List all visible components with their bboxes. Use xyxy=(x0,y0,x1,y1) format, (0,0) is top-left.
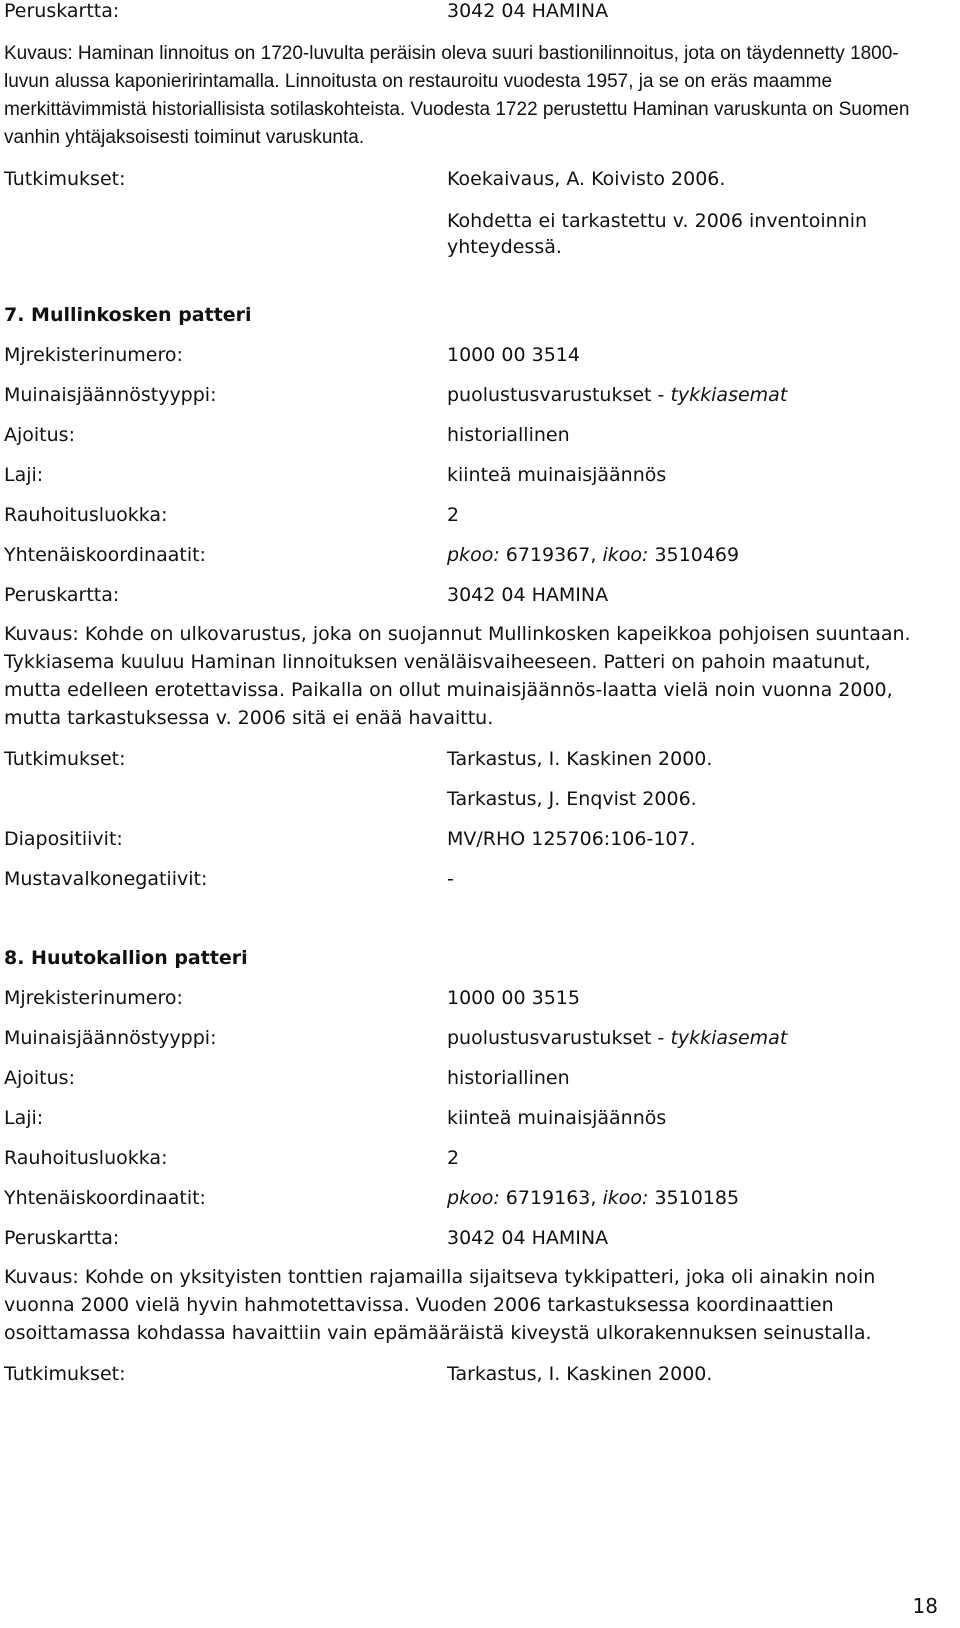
section-heading-site-7: 7. Mullinkosken patteri xyxy=(4,304,252,326)
field-label: Laji: xyxy=(4,1107,44,1129)
field-label: Tutkimukset: xyxy=(4,748,126,770)
field-label: Peruskartta: xyxy=(4,0,120,22)
site7-dia-row xyxy=(4,828,924,851)
site7-tutk-row-2 xyxy=(4,788,924,811)
site7-mjrek-row xyxy=(4,344,924,367)
site8-tyyppi-row xyxy=(4,1027,924,1050)
site8-mjrek-row xyxy=(4,987,924,1010)
coord-i-label: ikoo: xyxy=(602,1187,649,1209)
coord-p-label: pkoo: xyxy=(447,544,500,566)
document-page xyxy=(4,0,924,1386)
field-label: Yhtenäiskoordinaatit: xyxy=(4,544,206,566)
field-label: Rauhoitusluokka: xyxy=(4,1147,168,1169)
site8-koord-row xyxy=(4,1187,924,1210)
site8-laji-row xyxy=(4,1107,924,1130)
field-value: kiinteä muinaisjäännös xyxy=(447,1107,667,1129)
field-value: 3042 04 HAMINA xyxy=(447,584,609,606)
field-label: Peruskartta: xyxy=(4,1227,120,1249)
site7-perus-row xyxy=(4,584,924,607)
field-value: MV/RHO 125706:106-107. xyxy=(447,828,696,850)
site8-rauho-row xyxy=(4,1147,924,1170)
field-value xyxy=(447,544,924,567)
site7-rauho-row xyxy=(4,504,924,527)
page-number: 18 xyxy=(912,1594,938,1618)
site7-koord-row xyxy=(4,544,924,567)
field-label: Mjrekisterinumero: xyxy=(4,344,183,366)
field-label: Peruskartta: xyxy=(4,584,120,606)
site8-tutk-row xyxy=(4,1363,924,1386)
coord-i-value: 3510185 xyxy=(654,1187,740,1209)
field-value: 2 xyxy=(447,504,460,526)
field-value: Tarkastus, I. Kaskinen 2000. xyxy=(447,748,713,770)
coord-i-label: ikoo: xyxy=(602,544,649,566)
coord-p-label: pkoo: xyxy=(447,1187,500,1209)
coord-p-value: 6719367, xyxy=(505,544,597,566)
field-value: 1000 00 3514 xyxy=(447,344,580,366)
site7-tutk-row xyxy=(4,748,924,771)
intro-tutkimukset-row xyxy=(4,168,924,191)
site7-musta-row xyxy=(4,868,924,891)
field-value: - xyxy=(447,868,454,890)
field-value xyxy=(447,1027,924,1050)
field-value: Tarkastus, J. Enqvist 2006. xyxy=(447,788,697,810)
field-label: Tutkimukset: xyxy=(4,1363,126,1385)
field-value: Tarkastus, I. Kaskinen 2000. xyxy=(447,1363,713,1385)
coord-i-value: 3510469 xyxy=(654,544,740,566)
field-label: Ajoitus: xyxy=(4,424,75,446)
field-value xyxy=(447,1187,924,1210)
field-label: Muinaisjäännöstyyppi: xyxy=(4,1027,217,1049)
field-value: 2 xyxy=(447,1147,460,1169)
field-value: Koekaivaus, A. Koivisto 2006. xyxy=(447,168,726,190)
field-label: Yhtenäiskoordinaatit: xyxy=(4,1187,206,1209)
type-main: puolustusvarustukset - xyxy=(447,1027,671,1049)
type-main: puolustusvarustukset - xyxy=(447,384,671,406)
field-value: 1000 00 3515 xyxy=(447,987,580,1009)
site8-description: Kuvaus: Kohde on yksityisten tonttien rajamailla sijaitseva tykkipatteri, joka oli ainakin noin vuonna 2000 vielä hyvin hahmotettavissa. Vuoden 2006 tarkastuksessa koordinaattien osoittamassa kohdassa havaittiin vain epämääräistä kiveystä ulkorakennuksen seinustalla. xyxy=(4,1266,876,1344)
site8-ajoitus-row xyxy=(4,1067,924,1090)
field-value xyxy=(447,384,924,407)
field-value: Kohdetta ei tarkastettu v. 2006 inventoinnin yhteydessä. xyxy=(447,210,868,258)
field-value: 3042 04 HAMINA xyxy=(447,0,609,22)
field-label: Diapositiivit: xyxy=(4,828,123,850)
site7-tyyppi-row xyxy=(4,384,924,407)
section-heading-site-8: 8. Huutokallion patteri xyxy=(4,947,248,969)
field-label: Ajoitus: xyxy=(4,1067,75,1089)
site7-laji-row xyxy=(4,464,924,487)
type-sub: tykkiasemat xyxy=(670,1027,788,1049)
field-value: kiinteä muinaisjäännös xyxy=(447,464,667,486)
coord-p-value: 6719163, xyxy=(505,1187,597,1209)
field-label: Rauhoitusluokka: xyxy=(4,504,168,526)
intro-description: Kuvaus: Haminan linnoitus on 1720-luvulta peräisin oleva suuri bastionilinnoitus, jota on täydennetty 1800-luvun alussa kaponieririntamalla. Linnoitusta on restauroitu vuodesta 1957, ja se on eräs maamme merkittävimmistä historiallisista sotilaskohteista. Vuodesta 1722 perustettu Haminan varuskunta on Suomen vanhin yhtäjaksoisesti toiminut varuskunta. xyxy=(4,43,910,148)
field-value: 3042 04 HAMINA xyxy=(447,1227,609,1249)
type-sub: tykkiasemat xyxy=(670,384,788,406)
field-label: Laji: xyxy=(4,464,44,486)
field-label: Mustavalkonegatiivit: xyxy=(4,868,208,890)
intro-peruskartta-row xyxy=(4,0,924,23)
field-value: historiallinen xyxy=(447,1067,570,1089)
field-label: Muinaisjäännöstyyppi: xyxy=(4,384,217,406)
field-label: Tutkimukset: xyxy=(4,168,126,190)
site8-perus-row xyxy=(4,1227,924,1250)
field-value: historiallinen xyxy=(447,424,570,446)
site7-description: Kuvaus: Kohde on ulkovarustus, joka on suojannut Mullinkosken kapeikkoa pohjoisen suuntaan. Tykkiasema kuuluu Haminan linnoituksen venäläisvaiheeseen. Patteri on pahoin maatunut, mutta edelleen erotettavissa. Paikalla on ollut muinaisjäännös-laatta vielä noin vuonna 2000, mutta tarkastuksessa v. 2006 sitä ei enää havaittu. xyxy=(4,623,911,729)
site7-ajoitus-row xyxy=(4,424,924,447)
field-label: Mjrekisterinumero: xyxy=(4,987,183,1009)
intro-tutkimukset-row-2 xyxy=(4,208,924,260)
